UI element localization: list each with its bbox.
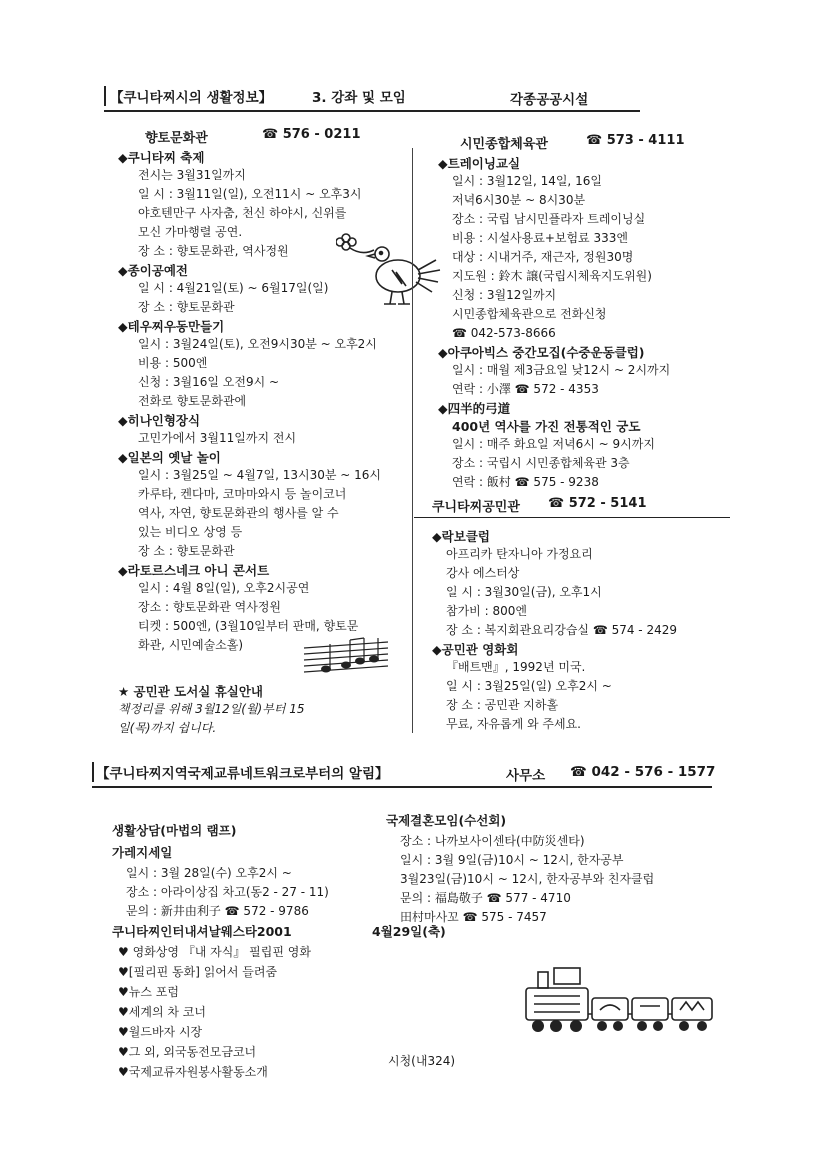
event-line: 비용 : 시설사용료+보험료 333엔: [452, 231, 628, 245]
event-line: 티켓 : 500엔, (3월10일부터 판매, 향토문: [138, 619, 359, 633]
event-line: 장 소 : 향토문화관: [138, 544, 235, 558]
event-line: 장 소 : 향토문화관: [138, 300, 235, 314]
header2-underline: [92, 786, 712, 788]
section-divider: [414, 517, 730, 518]
list-item: ♥국제교류자원봉사활동소개: [118, 1065, 268, 1079]
event-title: ◆쿠니타찌 축제: [118, 150, 205, 165]
event-line: 일 시 : 4월21일(토) ~ 6월17일(일): [138, 281, 329, 295]
event-line: 일시 : 매주 화요일 저녁6시 ~ 9시까지: [452, 437, 655, 451]
event-title: ◆락보클럽: [432, 529, 490, 544]
event-line: 지도원 : 鈴木 譲(국립시체육지도위원): [452, 269, 652, 283]
event-line: 연락 : 小澤 ☎ 572 - 4353: [452, 382, 599, 396]
festival-list: [118, 942, 311, 1082]
header2-office: 사무소: [506, 768, 546, 784]
column-divider: [412, 148, 413, 733]
event-line: 참가비 : 800엔: [446, 604, 527, 618]
festival-title: 쿠니타찌인터내셔날웨스타2001: [112, 924, 292, 939]
event-line: 3월23일(금)10시 ~ 12시, 한자공부와 친자클럽: [400, 872, 655, 886]
event-line: 장소 : 국립시 시민종합체육관 3층: [452, 456, 630, 470]
header-bracket: [92, 762, 94, 782]
event-title: ◆라토르스네크 아니 콘서트: [118, 563, 270, 578]
venue-title: 쿠니타찌공민관: [432, 500, 520, 515]
header2-title: 【쿠니타찌지역국제교류네트워크로부터의 알림】: [96, 766, 389, 782]
event-line: 일시 : 3월 28일(수) 오후2시 ~: [126, 866, 292, 880]
event-line: 일 시 : 3월11일(일), 오전11시 ~ 오후3시: [138, 187, 362, 201]
notice-title: ★ 공민관 도서실 휴실안내: [118, 684, 264, 699]
event-line: 田村마사꼬 ☎ 575 - 7457: [400, 910, 547, 924]
event-line: 문의 : 福島敬子 ☎ 577 - 4710: [400, 891, 571, 905]
list-item: ♥세계의 차 코너: [118, 1005, 206, 1019]
header-bracket: [104, 86, 106, 106]
event-line: ☎ 042-573-8666: [452, 326, 556, 340]
event-line: 연락 : 飯村 ☎ 575 - 9238: [452, 475, 599, 489]
event-line: 화관, 시민예술소홀): [138, 638, 244, 652]
event-line: 장 소 : 공민관 지하홀: [446, 698, 559, 712]
event-line: 신청 : 3월12일까지: [452, 288, 557, 302]
event-line: 일시 : 3월 9일(금)10시 ~ 12시, 한자공부: [400, 853, 624, 867]
left-column: [118, 148, 381, 655]
train-illustration-icon: [520, 966, 720, 1040]
header-underline: [104, 110, 640, 112]
event-line: 일 시 : 3월25일(일) 오후2시 ~: [446, 679, 612, 693]
event-title: ◆테우찌우동만들기: [118, 319, 225, 334]
event-line: 있는 비디오 상영 등: [138, 525, 243, 539]
festival-date: 4월29일(축): [372, 924, 446, 939]
event-line: 저녁6시30분 ~ 8시30분: [452, 193, 586, 207]
list-item: ♥뉴스 포럼: [118, 985, 179, 999]
event-line: 장소 : 향토문화관 역사정원: [138, 600, 281, 614]
event-line: 장소 : 국립 남시민플라자 트레이닝실: [452, 212, 646, 226]
event-line: 장소 : 아라이상집 차고(동2 - 27 - 11): [126, 885, 329, 899]
event-line: 비용 : 500엔: [138, 356, 208, 370]
event-line: 일시 : 3월24일(토), 오전9시30분 ~ 오후2시: [138, 337, 377, 351]
venue-phone: ☎ 572 - 5141: [548, 496, 647, 511]
event-line: 일시 : 3월25일 ~ 4월7일, 13시30분 ~ 16시: [138, 468, 381, 482]
event-line: 장 소 : 향토문화관, 역사정원: [138, 244, 289, 258]
event-title: ◆트레이닝교실: [438, 156, 521, 171]
header-title: 【쿠니타찌시의 생활정보】: [110, 90, 273, 106]
list-item: ♥[필리핀 동화] 읽어서 들려줌: [118, 965, 278, 979]
event-title: ◆아쿠아빅스 중간모집(수중운동클럽): [438, 345, 645, 360]
notice-line: 일(목)까지 쉽니다.: [118, 721, 217, 735]
list-item: ♥ 영화상영 『내 자식』 필립핀 영화: [118, 945, 311, 959]
event-line: 일시 : 매월 제3금요일 낮12시 ~ 2시까지: [452, 363, 671, 377]
event-line: 시민종합체육관으로 전화신청: [452, 307, 607, 321]
music-notes-icon: [300, 632, 392, 680]
event-line: 무료, 자유롭게 와 주세요.: [446, 717, 581, 731]
event-line: 신청 : 3월16일 오전9시 ~: [138, 375, 280, 389]
event-line: 장 소 : 복지회관요리강습실 ☎ 574 - 2429: [446, 623, 677, 637]
header2-phone: ☎ 042 - 576 - 1577: [570, 764, 716, 780]
footer-text: 시청(내324): [388, 1054, 456, 1068]
list-item: ♥그 외, 외국동전모금코너: [118, 1045, 257, 1059]
event-line: 전화로 향토문화관에: [138, 394, 247, 408]
event-title: ◆공민관 영화회: [432, 642, 519, 657]
event-line: 장소 : 나까보사이센타(中防災센타): [400, 834, 585, 848]
right-column: [438, 154, 670, 492]
header-right: 각종공공시설: [510, 92, 589, 108]
venue-phone: ☎ 576 - 0211: [262, 127, 361, 142]
event-title: ◆四半的弓道: [438, 401, 511, 416]
event-line: 아프리카 탄자니아 가정요리: [446, 547, 593, 561]
event-line: 야호텐만구 사자춤, 천신 하야시, 신위를: [138, 206, 347, 220]
event-line: 모신 가마행렬 공연.: [138, 225, 243, 239]
venue-title: 시민종합체육관: [460, 137, 548, 152]
event-title: ◆일본의 옛날 놀이: [118, 450, 221, 465]
header-section: 3. 강좌 및 모임: [312, 90, 406, 106]
event-line: 일 시 : 3월30일(금), 오후1시: [446, 585, 602, 599]
bottom-left: [112, 820, 329, 921]
event-line: 카루타, 켄다마, 코마마와시 등 놀이코너: [138, 487, 347, 501]
event-line: 역사, 자연, 향토문화관의 행사를 알 수: [138, 506, 339, 520]
event-line: 일시 : 4월 8일(일), 오후2시공연: [138, 581, 310, 595]
notice-line: 책정리를 위해 3월12일(월)부터 15: [118, 702, 305, 716]
event-line: 전시는 3월31일까지: [138, 168, 246, 182]
bird-illustration-icon: [336, 232, 442, 308]
event-line: 문의 : 新井由利子 ☎ 572 - 9786: [126, 904, 309, 918]
list-item: ♥월드바자 시장: [118, 1025, 203, 1039]
event-line: 『배트맨』, 1992년 미국.: [446, 660, 586, 674]
event-line: 일시 : 3월12일, 14일, 16일: [452, 174, 602, 188]
event-line: 대상 : 시내거주, 재근자, 정원30명: [452, 250, 634, 264]
right-column-2: [432, 527, 677, 734]
bottom-right: [386, 810, 654, 927]
event-title: ◆히나인형장식: [118, 413, 201, 428]
venue-phone: ☎ 573 - 4111: [586, 133, 685, 148]
section-title: 생활상담(마법의 램프): [112, 823, 237, 838]
section-title: 국제결혼모임(수선회): [386, 813, 507, 828]
section-subtitle: 가레지세일: [112, 845, 173, 860]
event-line: 고민가에서 3월11일까지 전시: [138, 431, 297, 445]
event-title: ◆종이공예전: [118, 263, 188, 278]
event-line: 강사 에스터상: [446, 566, 520, 580]
venue-title: 향토문화관: [145, 131, 208, 146]
event-subtitle: 400년 역사를 가진 전통적인 궁도: [452, 419, 641, 434]
